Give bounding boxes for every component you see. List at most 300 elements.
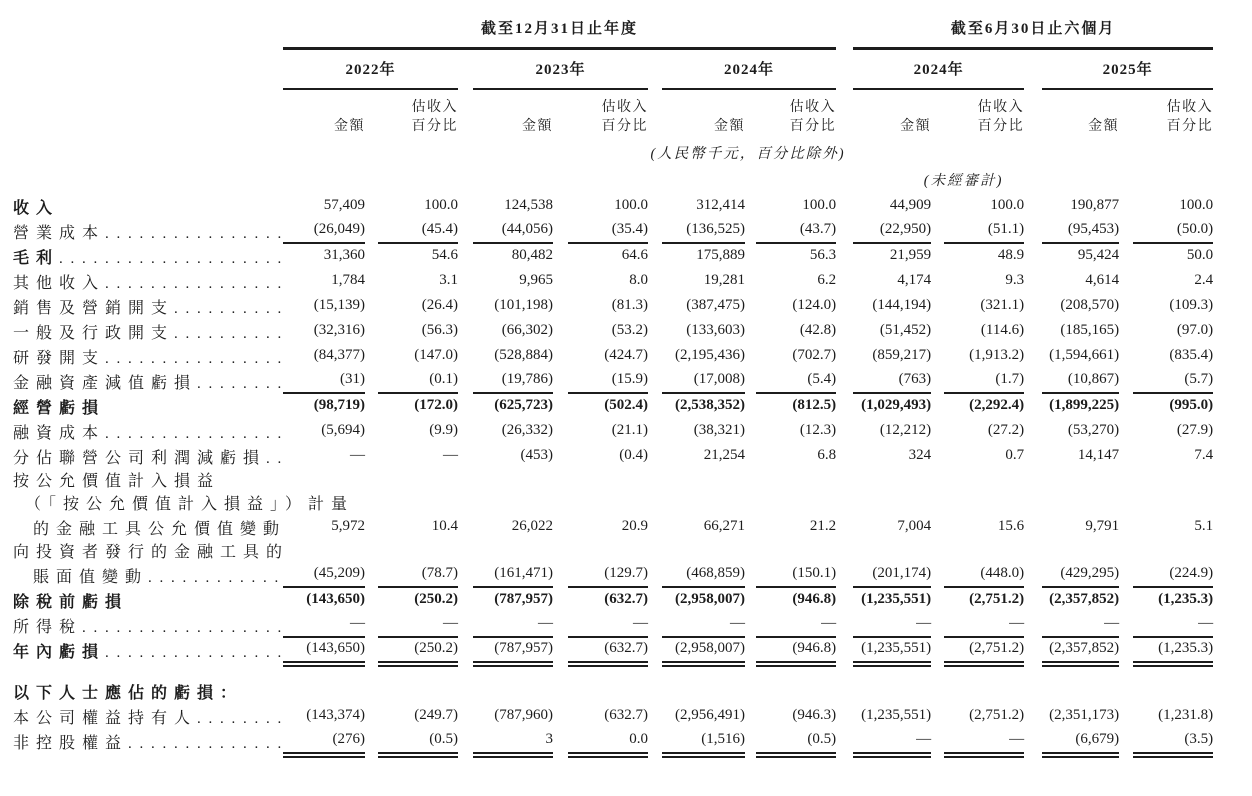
column-gap (458, 562, 473, 587)
row-label (0, 612, 283, 637)
percent-cell: (946.3) (792, 707, 837, 723)
column-gap (836, 418, 853, 443)
column-gap (365, 368, 378, 393)
column-gap (1024, 612, 1042, 637)
column-gap (745, 703, 756, 728)
row-label (0, 418, 283, 443)
column-gap (365, 562, 378, 587)
column-gap (553, 418, 568, 443)
amount-cell: — (473, 612, 553, 637)
column-gap (836, 218, 853, 243)
percent-cell: 3.1 (439, 272, 458, 288)
column-gap (931, 637, 944, 662)
amount-cell: (208,570) (1060, 297, 1120, 313)
percent-cell: (2,751.2) (944, 637, 1024, 662)
table-row (0, 243, 1213, 268)
column-gap (553, 703, 568, 728)
column-gap (1119, 562, 1133, 587)
column-gap (745, 728, 756, 753)
amount-cell: (1,235,551) (861, 591, 932, 607)
row-label (0, 218, 283, 243)
amount-cell: (15,139) (313, 297, 365, 313)
column-gap (931, 193, 944, 218)
row-label-text: 營業成本 (13, 225, 106, 242)
column-gap (931, 293, 944, 318)
percent-cell: (0.5) (378, 728, 458, 753)
column-gap (458, 443, 473, 468)
column-gap (931, 562, 944, 587)
amount-cell: (98,719) (313, 397, 365, 413)
column-gap (745, 514, 756, 539)
currency-note: (人民幣千元，百分比除外) (650, 146, 846, 162)
percent-cell: 100.0 (614, 197, 648, 213)
column-gap (365, 728, 378, 753)
percent-cell: (53.2) (611, 322, 648, 338)
percent-cell: (995.0) (1169, 397, 1214, 413)
amount-cell: (19,786) (473, 368, 553, 393)
row-label (0, 318, 283, 343)
column-gap (745, 637, 756, 662)
row-label (0, 662, 1213, 703)
row-label-text: 非控股權益 (13, 735, 129, 752)
group-gap (648, 48, 662, 89)
column-gap (365, 703, 378, 728)
column-gap (931, 514, 944, 539)
row-label (0, 562, 283, 587)
pct-of-revenue-header: 估收入 百分比 (601, 100, 648, 134)
year-2023: 2023年 (473, 48, 648, 89)
percent-cell: (250.2) (378, 637, 458, 662)
amount-cell: (84,377) (313, 347, 365, 363)
amount-cell: (44,056) (473, 218, 553, 243)
row-label-text: 毛利 (13, 250, 60, 267)
column-gap (458, 728, 473, 753)
percent-cell: (26.4) (421, 297, 458, 313)
column-gap (745, 368, 756, 393)
dot-leader (82, 619, 283, 637)
column-gap (365, 637, 378, 662)
amount-cell: (17,008) (662, 368, 745, 393)
column-gap (931, 368, 944, 393)
amount-cell: 124,538 (504, 197, 553, 213)
column-gap (931, 728, 944, 753)
amount-cell: (2,956,491) (675, 707, 745, 723)
currency-note-row (0, 139, 1213, 166)
amount-cell: (468,859) (662, 562, 745, 587)
column-gap (458, 587, 473, 612)
column-gap (931, 268, 944, 293)
percent-cell: (45.4) (378, 218, 458, 243)
percent-cell: (51.1) (944, 218, 1024, 243)
table-row (0, 491, 1213, 514)
table-header (0, 0, 1213, 193)
dot-leader (174, 325, 283, 343)
percent-cell: 15.6 (997, 518, 1025, 534)
interim-period-title: 截至6月30日止六個月 (853, 0, 1213, 48)
percent-cell: (632.7) (604, 591, 648, 607)
column-gap (1024, 443, 1042, 468)
column-gap (1119, 612, 1133, 637)
column-gap (648, 368, 662, 393)
amount-cell: (2,351,173) (1049, 707, 1120, 723)
percent-cell: (448.0) (944, 562, 1024, 587)
row-label-text: 除稅前虧損 (13, 594, 129, 611)
amount-cell: (2,538,352) (675, 397, 745, 413)
percent-cell: (946.8) (792, 591, 837, 607)
table-row (0, 368, 1213, 393)
percent-cell: (114.6) (980, 322, 1025, 338)
percent-cell: 9.3 (1005, 272, 1025, 288)
column-gap (365, 218, 378, 243)
amount-cell: (1,235,551) (853, 637, 931, 662)
column-gap (1024, 703, 1042, 728)
dot-leader (59, 250, 283, 268)
amount-cell: 19,281 (703, 272, 745, 288)
amount-cell: (95,453) (1042, 218, 1119, 243)
year-2025-interim: 2025年 (1042, 48, 1213, 89)
percent-cell: (321.1) (980, 297, 1025, 313)
column-gap (553, 243, 568, 268)
amount-cell: (143,650) (306, 591, 365, 607)
column-gap (931, 318, 944, 343)
amount-cell: 324 (908, 447, 932, 463)
table-row (0, 443, 1213, 468)
column-gap (745, 218, 756, 243)
percent-cell: 50.0 (1186, 247, 1214, 263)
row-label-text: 向投資者發行的金融工具的 (13, 544, 290, 561)
column-gap (836, 393, 853, 418)
column-gap (1119, 418, 1133, 443)
amount-header: 金額 (900, 119, 932, 134)
row-label (0, 243, 283, 268)
column-gap (458, 293, 473, 318)
percent-cell: 100.0 (424, 197, 458, 213)
table-row (0, 418, 1213, 443)
amount-cell: 312,414 (696, 197, 745, 213)
label-column-spacer (0, 48, 283, 89)
column-gap (365, 587, 378, 612)
column-gap (1119, 587, 1133, 612)
percent-cell: (78.7) (378, 562, 458, 587)
column-gap (648, 637, 662, 662)
amount-cell: (143,650) (283, 637, 365, 662)
amount-cell: 3 (473, 728, 553, 753)
column-gap (1024, 193, 1042, 218)
column-gap (1119, 193, 1133, 218)
amount-cell: (161,471) (473, 562, 553, 587)
percent-cell: 48.9 (997, 247, 1025, 263)
percent-cell: (946.8) (756, 637, 836, 662)
column-gap (836, 443, 853, 468)
column-gap (931, 343, 944, 368)
percent-cell: 21.2 (809, 518, 837, 534)
column-gap (648, 728, 662, 753)
column-gap (1024, 318, 1042, 343)
percent-cell: (835.4) (1169, 347, 1214, 363)
column-gap (745, 418, 756, 443)
percent-cell: — (443, 447, 458, 463)
table-row (0, 662, 1213, 703)
percent-cell: (2,751.2) (969, 591, 1025, 607)
amount-cell: (38,321) (693, 422, 745, 438)
amount-cell: (387,475) (686, 297, 745, 313)
percent-cell: 0.7 (1005, 447, 1025, 463)
percent-cell: — (944, 612, 1024, 637)
column-gap (648, 293, 662, 318)
table-row (0, 393, 1213, 418)
amount-cell: (2,195,436) (675, 347, 745, 363)
percent-cell: 6.8 (817, 447, 837, 463)
row-label (0, 193, 283, 218)
row-label-text: 分佔聯營公司利潤減虧損 (13, 450, 267, 467)
dot-leader (105, 275, 283, 293)
column-gap (365, 268, 378, 293)
column-gap (1119, 343, 1133, 368)
percent-cell: 7.4 (1194, 447, 1214, 463)
column-gap (458, 268, 473, 293)
amount-cell: — (350, 447, 365, 463)
table-row (0, 293, 1213, 318)
amount-cell: (429,295) (1042, 562, 1119, 587)
percent-cell: — (568, 612, 648, 637)
row-label (0, 293, 283, 318)
column-gap (745, 268, 756, 293)
amount-cell: (763) (853, 368, 931, 393)
amount-cell: (144,194) (872, 297, 932, 313)
pct-of-revenue-header: 估收入 百分比 (789, 100, 837, 134)
column-gap (648, 243, 662, 268)
table-row (0, 218, 1213, 243)
table-row (0, 539, 1213, 562)
table-row (0, 612, 1213, 637)
percent-cell: (2,292.4) (969, 397, 1025, 413)
amount-cell: (2,357,852) (1042, 637, 1119, 662)
amount-cell: 1,784 (331, 272, 365, 288)
group-gap (458, 48, 473, 89)
column-gap (458, 393, 473, 418)
amount-cell: (1,594,661) (1049, 347, 1120, 363)
percent-cell: — (944, 728, 1024, 753)
percent-cell: (632.7) (568, 637, 648, 662)
table-row (0, 514, 1213, 539)
row-label (0, 637, 283, 662)
dot-leader (266, 450, 283, 468)
group-gap (836, 48, 853, 89)
unaudited-note: (未經審計) (923, 173, 1004, 189)
column-gap (836, 368, 853, 393)
column-gap (553, 562, 568, 587)
column-gap (648, 587, 662, 612)
table-row (0, 587, 1213, 612)
column-gap (553, 612, 568, 637)
percent-cell: (1,235.3) (1133, 637, 1213, 662)
column-gap (836, 637, 853, 662)
pct-of-revenue-header: 估收入 百分比 (1166, 100, 1214, 134)
row-label-text: 經營虧損 (13, 400, 106, 417)
unaudited-note-row (0, 166, 1213, 193)
percent-cell: 56.3 (809, 247, 837, 263)
column-gap (458, 343, 473, 368)
row-label (0, 443, 283, 468)
column-gap (648, 218, 662, 243)
dot-leader (197, 375, 283, 393)
column-gap (365, 393, 378, 418)
row-label-text: 的金融工具公允價值變動 (33, 521, 287, 538)
column-gap (836, 268, 853, 293)
amount-cell: 190,877 (1070, 197, 1120, 213)
column-gap (553, 728, 568, 753)
year-2024-interim: 2024年 (853, 48, 1024, 89)
row-label (0, 539, 1213, 562)
amount-cell: (1,516) (662, 728, 745, 753)
percent-cell: 54.6 (431, 247, 458, 263)
dot-leader (105, 425, 283, 443)
amount-cell: (276) (283, 728, 365, 753)
amount-cell: (22,950) (853, 218, 931, 243)
amount-cell: (6,679) (1042, 728, 1119, 753)
amount-cell: (143,374) (306, 707, 365, 723)
amount-cell: 9,791 (1085, 518, 1120, 534)
amount-cell: 80,482 (511, 247, 553, 263)
column-gap (648, 612, 662, 637)
column-gap (1119, 728, 1133, 753)
column-gap (648, 443, 662, 468)
row-label (0, 728, 283, 753)
amount-cell: 4,174 (897, 272, 932, 288)
column-gap (648, 193, 662, 218)
column-gap (931, 443, 944, 468)
column-gap (931, 587, 944, 612)
column-gap (365, 612, 378, 637)
column-gap (1024, 393, 1042, 418)
percent-cell: 5.1 (1194, 518, 1214, 534)
row-label-text: 收入 (13, 200, 60, 217)
percent-cell: 8.0 (629, 272, 648, 288)
amount-cell: (2,357,852) (1049, 591, 1120, 607)
amount-cell: 95,424 (1077, 247, 1120, 263)
amount-cell: (133,603) (686, 322, 745, 338)
column-gap (1119, 637, 1133, 662)
amount-cell: (2,958,007) (675, 591, 745, 607)
percent-cell: (0.5) (756, 728, 836, 753)
column-gap (648, 562, 662, 587)
percent-cell: (0.1) (378, 368, 458, 393)
column-gap (745, 343, 756, 368)
column-gap (1119, 293, 1133, 318)
column-gap (1119, 393, 1133, 418)
column-gap (1024, 343, 1042, 368)
column-gap (836, 514, 853, 539)
column-gap (1119, 243, 1133, 268)
column-gap (745, 393, 756, 418)
percent-cell: (5.7) (1133, 368, 1213, 393)
amount-header: 金額 (334, 119, 365, 134)
column-gap (931, 243, 944, 268)
column-gap (648, 393, 662, 418)
column-gap (1024, 218, 1042, 243)
column-gap (1024, 243, 1042, 268)
column-gap (458, 193, 473, 218)
row-label-text: 融資成本 (13, 425, 106, 442)
column-gap (1024, 514, 1042, 539)
group-gap (1024, 48, 1042, 89)
column-gap (1119, 514, 1133, 539)
column-header-row (0, 89, 1213, 139)
dot-leader (197, 710, 283, 728)
column-gap (1119, 368, 1133, 393)
percent-cell: (1,231.8) (1158, 707, 1214, 723)
column-gap (458, 703, 473, 728)
row-label (0, 514, 287, 539)
percent-cell: 10.4 (431, 518, 458, 534)
column-gap (836, 612, 853, 637)
amount-cell: 5,972 (331, 518, 365, 534)
column-gap (1024, 587, 1042, 612)
amount-cell: (32,316) (313, 322, 365, 338)
amount-cell: — (853, 728, 931, 753)
amount-cell: (5,694) (321, 422, 365, 438)
amount-cell: (1,235,551) (861, 707, 932, 723)
table-row (0, 318, 1213, 343)
column-gap (931, 703, 944, 728)
column-gap (365, 293, 378, 318)
amount-cell: (26,049) (283, 218, 365, 243)
column-gap (458, 318, 473, 343)
amount-cell: 66,271 (703, 518, 745, 534)
table-row (0, 637, 1213, 662)
column-gap (931, 418, 944, 443)
percent-cell: (1.7) (944, 368, 1024, 393)
column-gap (1024, 268, 1042, 293)
percent-cell: (129.7) (568, 562, 648, 587)
column-gap (745, 612, 756, 637)
column-gap (553, 293, 568, 318)
row-label-text: 一般及行政開支 (13, 325, 175, 342)
percent-cell: (97.0) (1176, 322, 1214, 338)
amount-cell: (45,209) (283, 562, 365, 587)
percent-cell: (50.0) (1133, 218, 1213, 243)
amount-cell: (625,723) (494, 397, 553, 413)
amount-cell: (453) (520, 447, 553, 463)
row-label-text: 賬面值變動 (33, 569, 149, 586)
column-gap (1119, 443, 1133, 468)
amount-cell: (201,174) (853, 562, 931, 587)
column-gap (745, 562, 756, 587)
column-gap (1024, 368, 1042, 393)
column-gap (1024, 293, 1042, 318)
percent-cell: (250.2) (414, 591, 458, 607)
amount-cell: 9,965 (519, 272, 553, 288)
column-gap (836, 728, 853, 753)
dot-leader (105, 350, 283, 368)
amount-cell: (1,029,493) (861, 397, 932, 413)
amount-cell: 57,409 (323, 197, 365, 213)
percent-cell: (9.9) (429, 422, 458, 438)
year-row (0, 48, 1213, 89)
table-row (0, 268, 1213, 293)
percent-cell: 100.0 (802, 197, 837, 213)
percent-cell: (42.8) (799, 322, 837, 338)
column-gap (458, 418, 473, 443)
row-label-text: 研發開支 (13, 350, 106, 367)
column-gap (836, 293, 853, 318)
dot-leader (105, 225, 283, 243)
column-gap (931, 218, 944, 243)
column-gap (553, 443, 568, 468)
column-gap (1119, 218, 1133, 243)
amount-cell: 26,022 (511, 518, 553, 534)
dot-leader (105, 644, 283, 662)
